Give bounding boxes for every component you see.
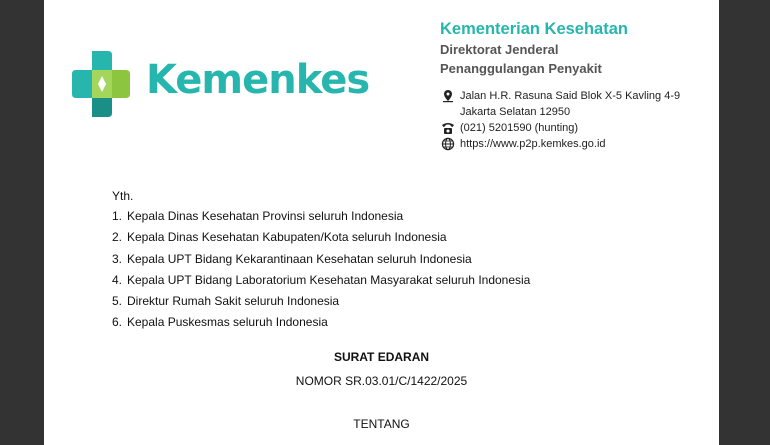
list-item: 5. Direktur Rumah Sakit seluruh Indonesia: [112, 294, 340, 309]
list-item: 3. Kepala UPT Bidang Kekarantinaan Kesehatan seluruh Indonesia: [112, 251, 472, 266]
kemenkes-logo: [70, 48, 370, 120]
globe-icon: [441, 137, 455, 151]
letter-title: SURAT EDARAN: [333, 350, 430, 364]
phone-row: [440, 120, 710, 136]
contact-info: [440, 88, 710, 152]
kemenkes-emblem-icon: [70, 48, 132, 120]
phone-number: (021) 5201590 (hunting): [460, 122, 579, 134]
website-row: [440, 136, 710, 152]
list-item: 4. Kepala UPT Bidang Laboratorium Kesehatan Masyarakat seluruh Indonesia: [112, 272, 531, 287]
ministry-name: Kementerian Kesehatan: [440, 20, 628, 38]
logo-wordmark: Kemenkes: [146, 57, 370, 103]
list-item: 1. Kepala Dinas Kesehatan Provinsi seluruh Indonesia: [112, 209, 404, 223]
salutation: Yth.: [112, 189, 134, 203]
recipient-list: [112, 206, 672, 334]
address-line-1: Jalan H.R. Rasuna Said Blok X-5 Kavling 4-9: [460, 90, 681, 102]
letter-number: NOMOR SR.03.01/C/1422/2025: [295, 374, 468, 388]
letter-subject-heading: TENTANG: [353, 417, 410, 431]
directorate-line-1: Direktorat Jenderal: [440, 42, 559, 57]
list-item: 2. Kepala Dinas Kesehatan Kabupaten/Kota seluruh Indonesia: [112, 230, 447, 245]
location-pin-icon: [441, 89, 455, 103]
recipients-block: [112, 186, 672, 334]
address-line-2: Jakarta Selatan 12950: [460, 106, 571, 118]
letterhead-info: [440, 18, 710, 152]
phone-icon: [441, 121, 455, 135]
list-item: 6. Kepala Puskesmas seluruh Indonesia: [112, 315, 328, 330]
directorate-line-2: Penanggulangan Penyakit: [440, 61, 602, 76]
website-link[interactable]: https://www.p2p.kemkes.go.id: [460, 138, 606, 150]
address-row: [440, 88, 710, 120]
